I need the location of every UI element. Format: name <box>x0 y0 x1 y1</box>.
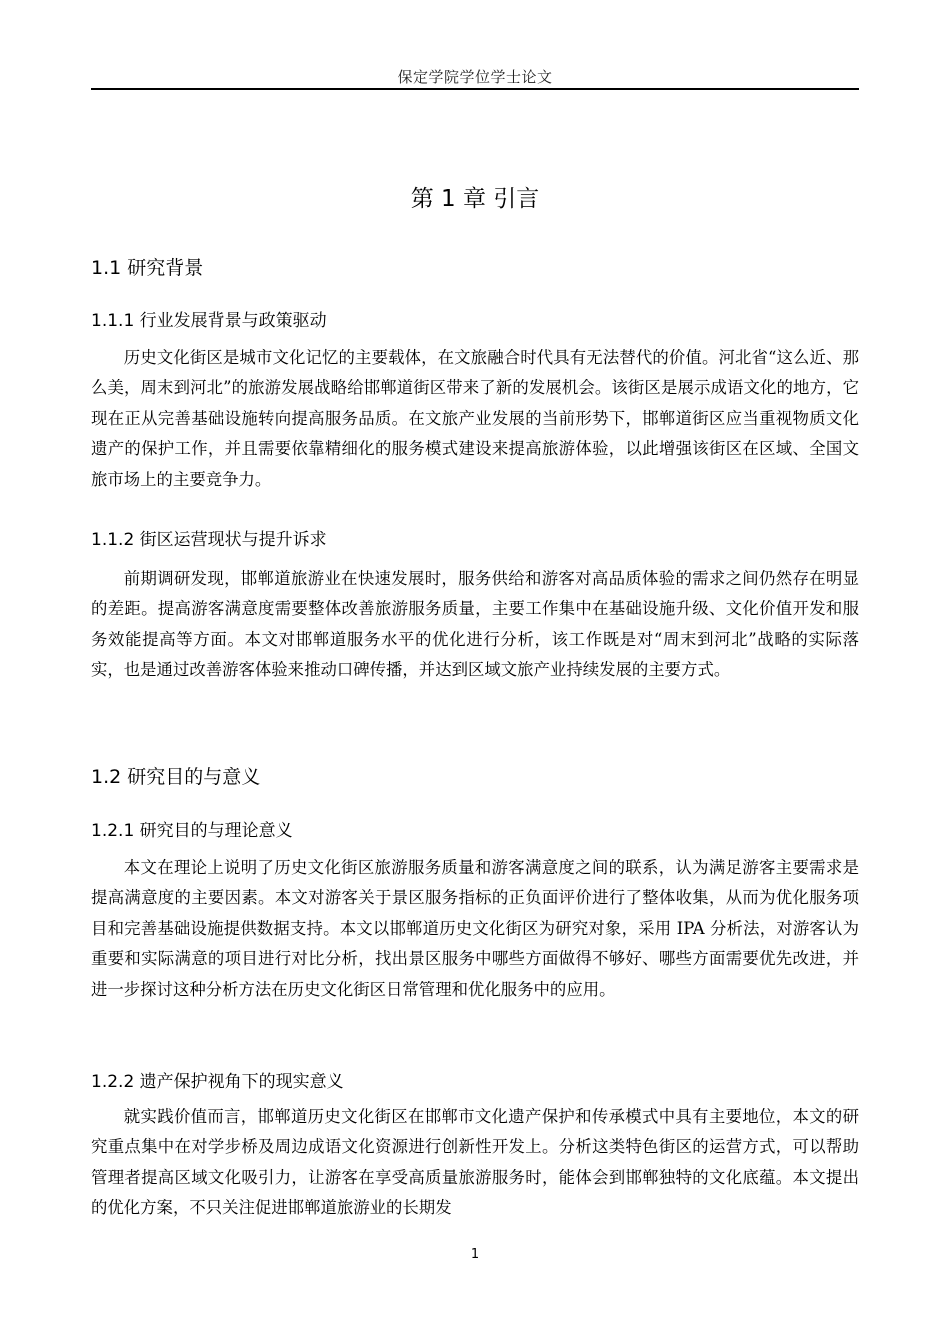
running-header: 保定学院学位学士论文 <box>397 68 553 86</box>
subsection-heading-1-2-2: 1.2.2 遗产保护视角下的现实意义 <box>91 1072 344 1092</box>
section-heading-1-2: 1.2 研究目的与意义 <box>91 766 261 788</box>
paragraph-1-2-2: 就实践价值而言，邯郸道历史文化街区在邯郸市文化遗产保护和传承模式中具有主要地位，本文的研究重点集中在对学步桥及周边成语文化资源进行创新性开发上。分析这类特色街区的运营方式，可以帮助管理者提高区域文化吸引力，让游客在享受高质量旅游服务时，能体会到邯郸独特的文化底蕴。本文提出的优化方案，不只关注促进邯郸道旅游业的长期发 <box>91 1107 859 1218</box>
section-heading-1-1: 1.1 研究背景 <box>91 257 204 279</box>
chapter-title: 第 1 章 引言 <box>410 186 540 212</box>
paragraph-1-1-1: 历史文化街区是城市文化记忆的主要载体，在文旅融合时代具有无法替代的价值。河北省“这么近、那么美，周末到河北”的旅游发展战略给邯郸道街区带来了新的发展机会。该街区是展示成语文化的地方，它现在正从完善基础设施转向提高服务品质。在文旅产业发展的当前形势下，邯郸道街区应当重视物质文化遗产的保护工作，并且需要依靠精细化的服务模式建设来提高旅游体验，以此增强该街区在区域、全国文旅市场上的主要竞争力。 <box>91 348 859 489</box>
subsection-heading-1-2-1: 1.2.1 研究目的与理论意义 <box>91 821 293 841</box>
header-rule <box>91 88 859 90</box>
page-number: 1 <box>470 1247 480 1262</box>
subsection-heading-1-1-1: 1.1.1 行业发展背景与政策驱动 <box>91 311 327 331</box>
paragraph-1-2-1: 本文在理论上说明了历史文化街区旅游服务质量和游客满意度之间的联系，认为满足游客主要需求是提高满意度的主要因素。本文对游客关于景区服务指标的正负面评价进行了整体收集，从而为优化服务项目和完善基础设施提供数据支持。本文以邯郸道历史文化街区为研究对象，采用 IPA 分析法，对游客认为重要和实际满意的项目进行对比分析，找出景区服务中哪些方面做得不够好、哪些方面需要优先改进，并进一步探讨这种分析方法在历史文化街区日常管理和优化服务中的应用。 <box>91 858 859 999</box>
paragraph-1-1-2: 前期调研发现，邯郸道旅游业在快速发展时，服务供给和游客对高品质体验的需求之间仍然存在明显的差距。提高游客满意度需要整体改善旅游服务质量，主要工作集中在基础设施升级、文化价值开发和服务效能提高等方面。本文对邯郸道服务水平的优化进行分析，该工作既是对“周末到河北”战略的实际落实，也是通过改善游客体验来推动口碑传播，并达到区域文旅产业持续发展的主要方式。 <box>91 569 859 680</box>
subsection-heading-1-1-2: 1.1.2 街区运营现状与提升诉求 <box>91 530 327 550</box>
